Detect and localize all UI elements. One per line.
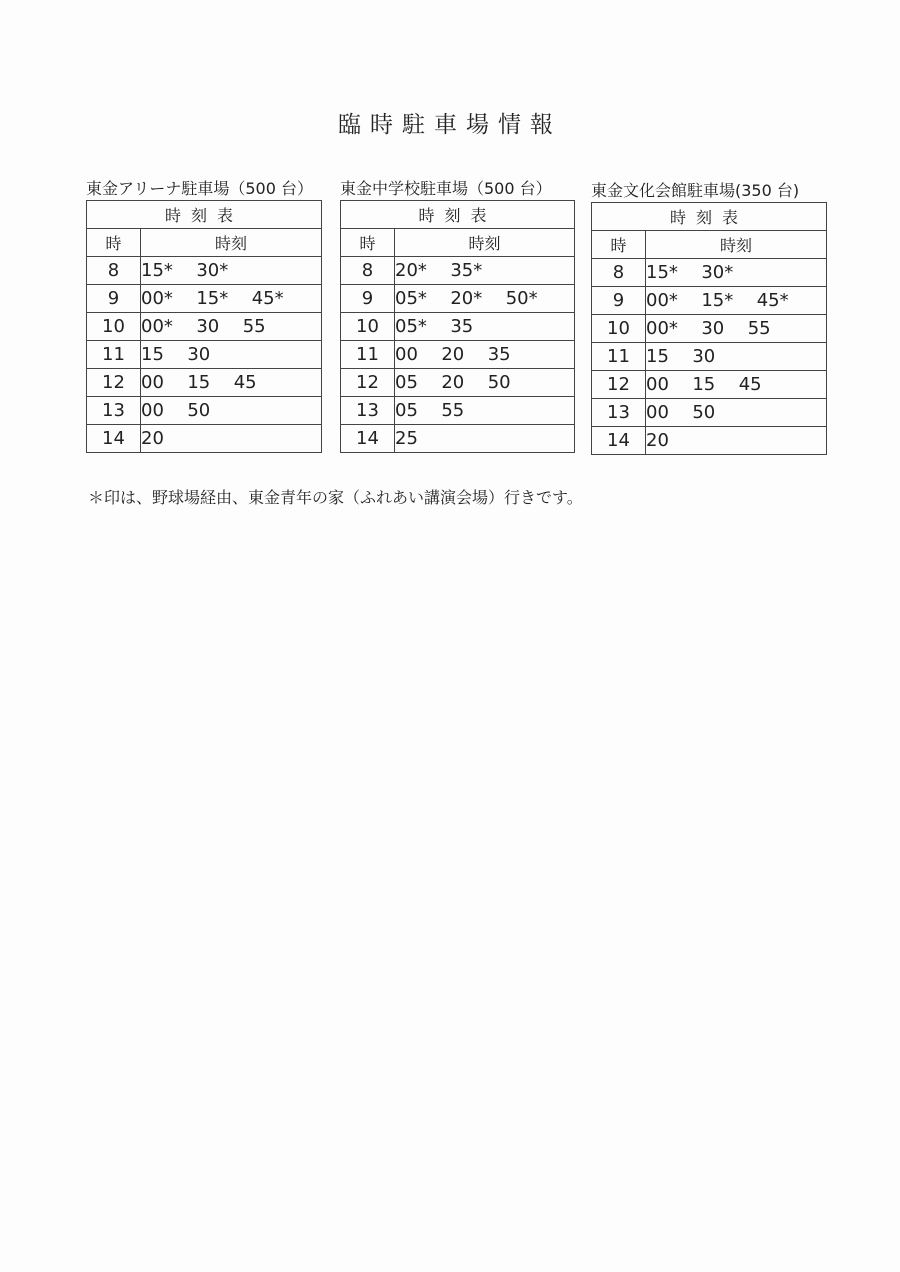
footnote: ＊印は、野球場経由、東金青年の家（ふれあい講演会場）行きです。: [88, 488, 583, 507]
column-header-minutes: 時刻: [141, 229, 322, 257]
column-header-minutes: 時刻: [646, 231, 827, 259]
minutes-cell: 00 50: [141, 397, 322, 425]
minutes-cell: 05 55: [395, 397, 575, 425]
table-row: [592, 427, 827, 455]
hour-cell: 10: [87, 313, 141, 341]
table-row: [341, 257, 575, 285]
table-row: [87, 257, 322, 285]
table-row: [87, 425, 322, 453]
table-row: [341, 425, 575, 453]
column-header-minutes: 時刻: [395, 229, 575, 257]
hour-cell: 12: [592, 371, 646, 399]
minutes-cell: 00* 15* 45*: [646, 287, 827, 315]
hour-cell: 9: [341, 285, 395, 313]
timetable-table: [340, 200, 575, 453]
hour-cell: 11: [341, 341, 395, 369]
minutes-cell: 05* 35: [395, 313, 575, 341]
hour-cell: 14: [341, 425, 395, 453]
minutes-cell: 00* 30 55: [141, 313, 322, 341]
timetable-table: [591, 202, 827, 455]
parking-lot-name: 東金中学校駐車場（500 台）: [340, 179, 552, 198]
minutes-cell: 15* 30*: [141, 257, 322, 285]
hour-cell: 11: [87, 341, 141, 369]
timetable-caption: 時刻表: [341, 201, 575, 229]
column-header-hour: 時: [592, 231, 646, 259]
minutes-cell: 00 20 35: [395, 341, 575, 369]
table-row: [341, 397, 575, 425]
column-header-hour: 時: [87, 229, 141, 257]
hour-cell: 14: [592, 427, 646, 455]
hour-cell: 9: [87, 285, 141, 313]
hour-cell: 12: [341, 369, 395, 397]
hour-cell: 14: [87, 425, 141, 453]
hour-cell: 9: [592, 287, 646, 315]
minutes-cell: 25: [395, 425, 575, 453]
minutes-cell: 15* 30*: [646, 259, 827, 287]
minutes-cell: 00 50: [646, 399, 827, 427]
minutes-cell: 05* 20* 50*: [395, 285, 575, 313]
table-row: [341, 369, 575, 397]
table-row: [592, 343, 827, 371]
parking-lot-name: 東金アリーナ駐車場（500 台）: [86, 179, 313, 198]
minutes-cell: 20: [646, 427, 827, 455]
column-header-hour: 時: [341, 229, 395, 257]
hour-cell: 12: [87, 369, 141, 397]
table-row: [341, 313, 575, 341]
hour-cell: 13: [341, 397, 395, 425]
minutes-cell: 00* 15* 45*: [141, 285, 322, 313]
hour-cell: 11: [592, 343, 646, 371]
hour-cell: 10: [592, 315, 646, 343]
table-row: [87, 397, 322, 425]
table-row: [592, 259, 827, 287]
parking-lot-culture-hall: [591, 180, 827, 455]
table-row: [341, 341, 575, 369]
table-row: [592, 399, 827, 427]
minutes-cell: 20* 35*: [395, 257, 575, 285]
timetable-caption: 時刻表: [592, 203, 827, 231]
table-row: [87, 285, 322, 313]
minutes-cell: 15 30: [646, 343, 827, 371]
hour-cell: 8: [87, 257, 141, 285]
hour-cell: 8: [341, 257, 395, 285]
minutes-cell: 20: [141, 425, 322, 453]
table-row: [592, 371, 827, 399]
table-row: [87, 341, 322, 369]
table-row: [592, 315, 827, 343]
minutes-cell: 05 20 50: [395, 369, 575, 397]
hour-cell: 13: [592, 399, 646, 427]
minutes-cell: 00 15 45: [646, 371, 827, 399]
minutes-cell: 15 30: [141, 341, 322, 369]
table-row: [87, 369, 322, 397]
parking-lot-arena: [86, 178, 322, 453]
minutes-cell: 00* 30 55: [646, 315, 827, 343]
minutes-cell: 00 15 45: [141, 369, 322, 397]
table-row: [87, 313, 322, 341]
parking-lot-junior-high: [340, 178, 575, 453]
hour-cell: 10: [341, 313, 395, 341]
timetable-caption: 時刻表: [87, 201, 322, 229]
timetable-table: [86, 200, 322, 453]
hour-cell: 13: [87, 397, 141, 425]
parking-lot-name: 東金文化会館駐車場(350 台): [591, 181, 800, 200]
table-row: [341, 285, 575, 313]
page-title: 臨時駐車場情報: [338, 112, 562, 138]
hour-cell: 8: [592, 259, 646, 287]
table-row: [592, 287, 827, 315]
